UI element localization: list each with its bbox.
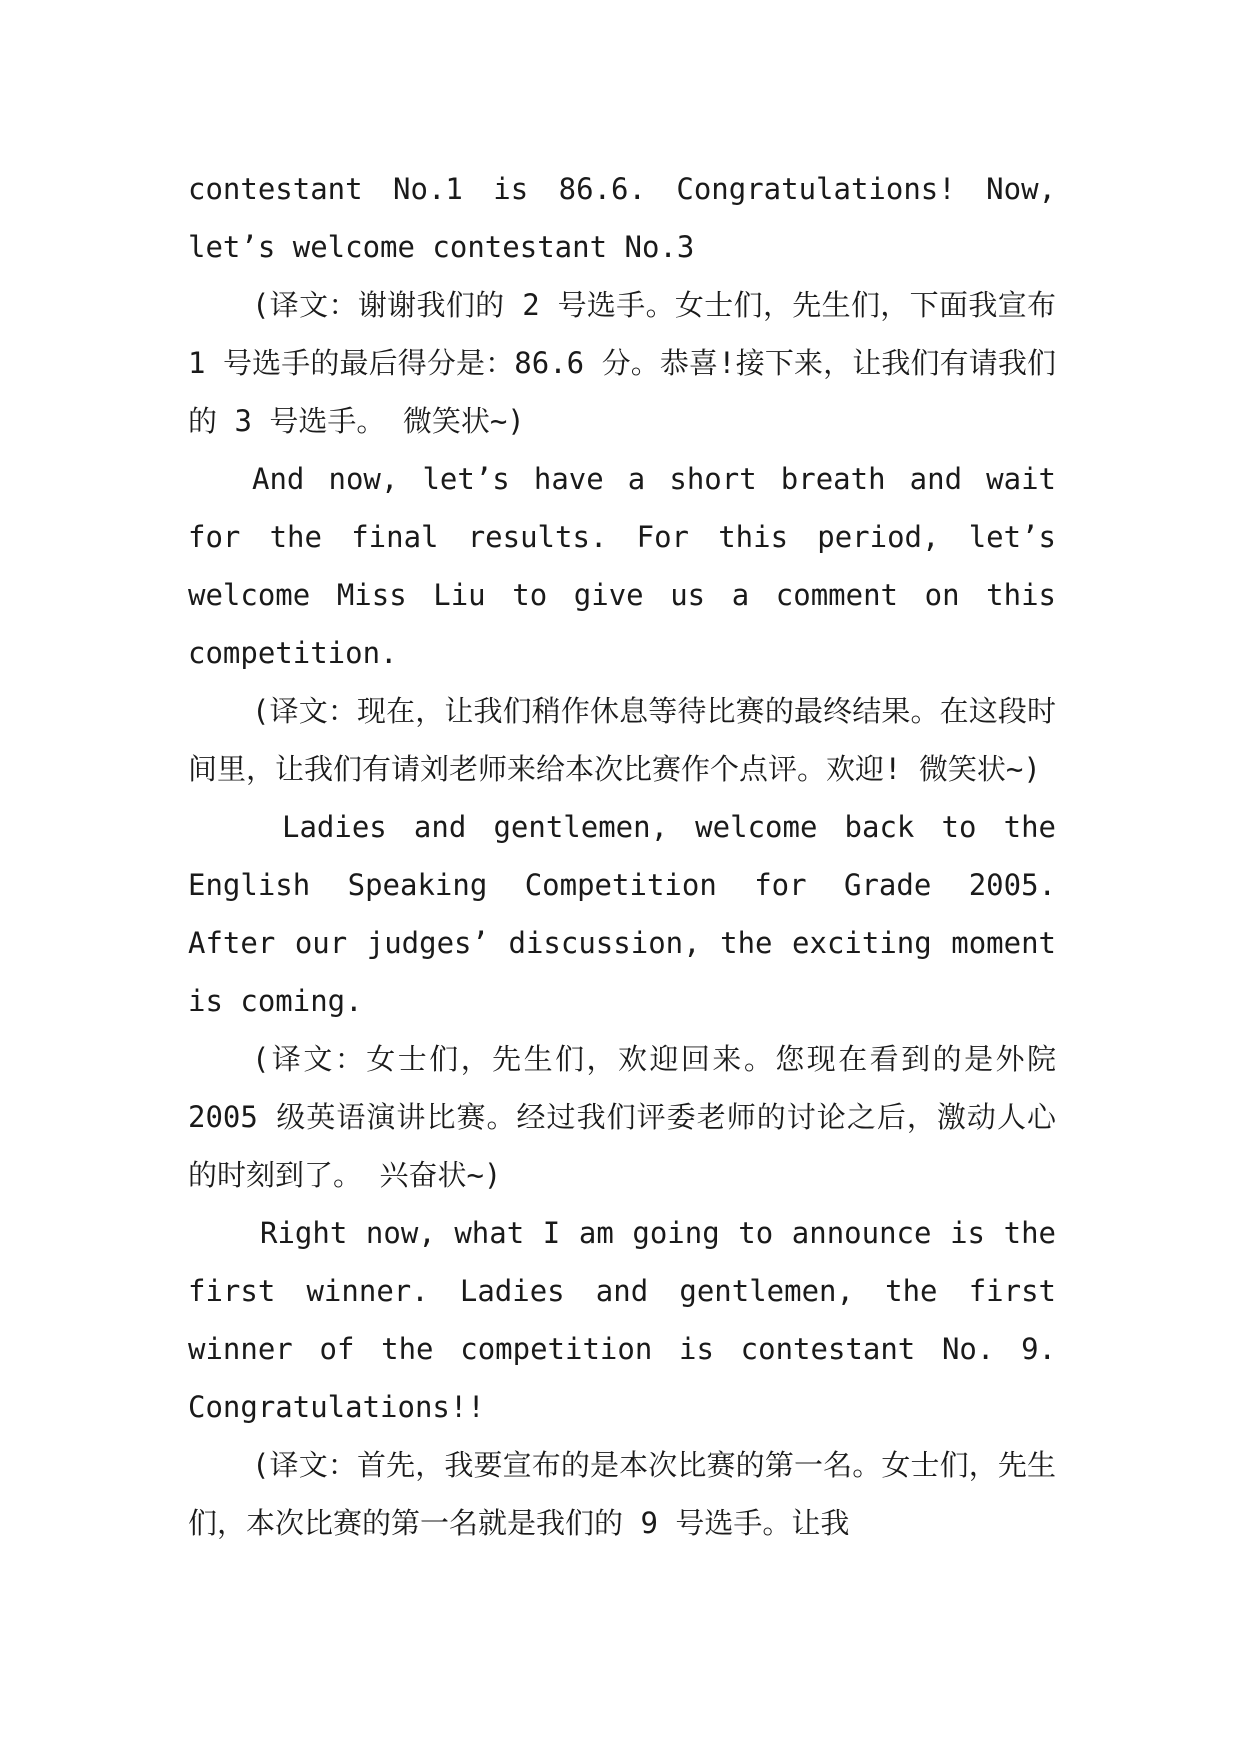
paragraph-short-break: And now, let’s have a short breath and wait for the final results. For this period, let’s welcome Miss Liu to give us a comment on this competition. (188, 462, 1056, 670)
paragraph-translation-4: (译文：首先，我要宣布的是本次比赛的第一名。女士们，先生们，本次比赛的第一名就是我们的 9 号选手。让我 (188, 1448, 1056, 1540)
paragraph-translation-1: (译文：谢谢我们的 2 号选手。女士们，先生们，下面我宣布 1 号选手的最后得分是：86.6 分。恭喜!接下来，让我们有请我们的 3 号选手。 微笑状~) (188, 288, 1056, 438)
paragraph-translation-2: (译文：现在，让我们稍作休息等待比赛的最终结果。在这段时间里，让我们有请刘老师来给本次比赛作个点评。欢迎! 微笑状~) (188, 694, 1056, 786)
paragraph-welcome-back: Ladies and gentlemen, welcome back to the English Speaking Competition for Grade 2005. After our judges’ discussion, the exciting moment is coming. (188, 810, 1056, 1018)
paragraph-score-announcement: contestant No.1 is 86.6. Congratulations! Now, let’s welcome contestant No.3 (188, 172, 1056, 264)
paragraph-first-winner: Right now, what I am going to announce is the first winner. Ladies and gentlemen, the first winner of the competition is contestant No. 9. Congratulations!! (188, 1216, 1056, 1424)
document-body (188, 160, 1056, 1552)
paragraph-translation-3: (译文：女士们，先生们，欢迎回来。您现在看到的是外院 2005 级英语演讲比赛。经过我们评委老师的讨论之后，激动人心的时刻到了。 兴奋状~) (188, 1042, 1056, 1192)
